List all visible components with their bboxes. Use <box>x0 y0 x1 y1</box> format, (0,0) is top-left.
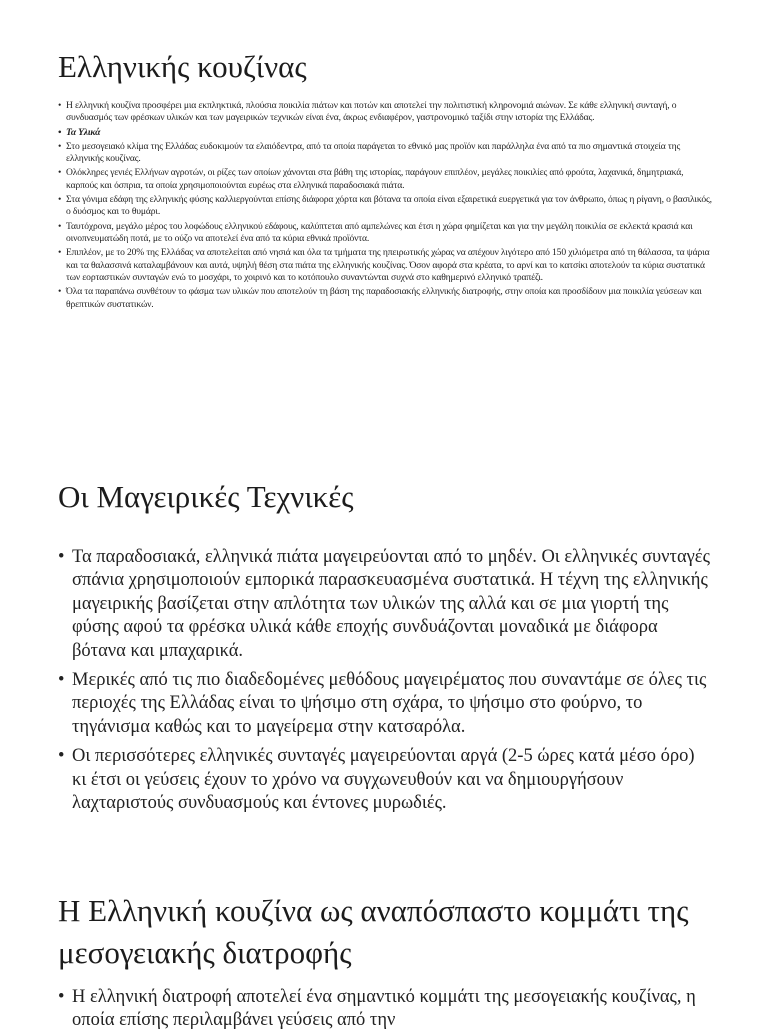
slide-greek-cuisine <box>0 46 768 313</box>
bullet-list <box>58 986 712 1033</box>
list-item: • Οι περισσότερες ελληνικές συνταγές μαγειρεύονται αργά (2-5 ώρες κατά μέσο όρο) κι έτσι οι γεύσεις έχουν το χρόνο να συγχωνευθούν και να δημιουργήσουν λαχταριστούς συνδυασμούς και έντονες μυρωδιές. <box>58 745 712 815</box>
list-item: • Στα γόνιμα εδάφη της ελληνικής φύσης καλλιεργούνται επίσης διάφορα χόρτα και βότανα τα οποία είναι εξαιρετικά ευεργετικά για τον άνθρωπο, όπως η ρίγανη, ο βασιλικός, ο δυόσμος και το θυμάρι. <box>58 194 712 219</box>
list-item: • Στο μεσογειακό κλίμα της Ελλάδας ευδοκιμούν τα ελαιόδεντρα, από τα οποία παράγεται το εθνικό μας προϊόν και παράλληλα ένα από τα πιο σημαντικά στοιχεία της ελληνικής κουζίνας. <box>58 141 712 166</box>
list-item: • Μερικές από τις πιο διαδεδομένες μεθόδους μαγειρέματος που συναντάμε σε όλες τις περιοχές της Ελλάδας είναι το ψήσιμο στη σχάρα, το ψήσιμο στο φούρνο, το τηγάνισμα καθώς και το μαγείρεμα στην κατσαρόλα. <box>58 669 712 739</box>
list-item: • Επιπλέον, με το 20% της Ελλάδας να αποτελείται από νησιά και όλα τα τμήματα της ηπειρωτικής χώρας να απέχουν λιγότερο από 150 χιλιόμετρα από τη θάλασσα, τα ψάρια και τα θαλασσινά καταλαμβάνουν και αυτά, υψηλή θέση στα πιάτα της ελληνικής κουζίνας. Όσον αφορά στα κρέατα, το αρνί και το κατσίκι αποτελούν τα κύρια συστατικά των εορταστικών συνταγών ενώ το μοσχάρι, το χοιρινό και το κοτόπουλο συναντώνται συχνά στο καθημερινό ελληνικό τραπέζι. <box>58 247 712 284</box>
list-item: • Η ελληνική διατροφή αποτελεί ένα σημαντικό κομμάτι της μεσογειακής κουζίνας, η οποία επίσης περιλαμβάνει γεύσεις από την <box>58 986 712 1033</box>
slide-cooking-techniques <box>0 474 768 821</box>
bullet-list <box>58 546 712 815</box>
list-item: • Όλα τα παραπάνω συνθέτουν το φάσμα των υλικών που αποτελούν τη βάση της παραδοσιακής ελληνικής διατροφής, στην οποία και προσδίδουν μια ποικιλία γεύσεων και θρεπτικών συστατικών. <box>58 286 712 311</box>
slide-title: Η Ελληνική κουζίνα ως αναπόσπαστο κομμάτι της μεσογειακής διατροφής <box>58 893 689 970</box>
slide-title: Οι Μαγειρικές Τεχνικές <box>58 479 354 514</box>
list-item: • Τα παραδοσιακά, ελληνικά πιάτα μαγειρεύονται από το μηδέν. Οι ελληνικές συνταγές σπάνια χρησιμοποιούν εμπορικά παρασκευασμένα συστατικά. Η τέχνη της ελληνικής μαγειρικής βασίζεται στην απλότητα των υλικών της αλλά και σε μια γιορτή της φύσης αφού τα φρέσκα υλικά κάθε εποχής συνδυάζονται μοναδικά με διάφορα βότανα και μπαχαρικά. <box>58 546 712 663</box>
bullet-list <box>58 100 712 311</box>
list-item: • Η ελληνική κουζίνα προσφέρει μια εκπληκτικά, πλούσια ποικιλία πιάτων και ποτών και αποτελεί την πολιτιστική κληρονομιά αιώνων. Σε κάθε ελληνική συνταγή, ο συνδυασμός των φρέσκων υλικών και των μαγειρικών τεχνικών είναι ένα, άκρως ενδιαφέρον, γαστρονομικό ταξίδι στην ιστορία της Ελλάδας. <box>58 100 712 125</box>
list-item: • Ολόκληρες γενιές Ελλήνων αγροτών, οι ρίζες των οποίων χάνονται στα βάθη της ιστορίας, παράγουν επιπλέον, μεγάλες ποικιλίες από φρούτα, λαχανικά, δημητριακά, καρπούς και όσπρια, τα οποία χρησιμοποιούνται ευρέως στα ελληνικά παραδοσιακά πιάτα. <box>58 167 712 192</box>
slide-title: Ελληνικής κουζίνας <box>58 49 307 84</box>
list-item-heading: • Τα Υλικά <box>58 127 712 139</box>
slide-mediterranean-diet <box>0 890 768 1033</box>
list-item: • Ταυτόχρονα, μεγάλο μέρος του λοφώδους ελληνικού εδάφους, καλύπτεται από αμπελώνες και έτσι η χώρα φημίζεται και για την μεγάλη ποικιλία σε εκλεκτά κρασιά και οινοπνευματώδη ποτά, με το ούζο να αποτελεί ένα από τα κύρια εθνικά προϊόντα. <box>58 221 712 246</box>
